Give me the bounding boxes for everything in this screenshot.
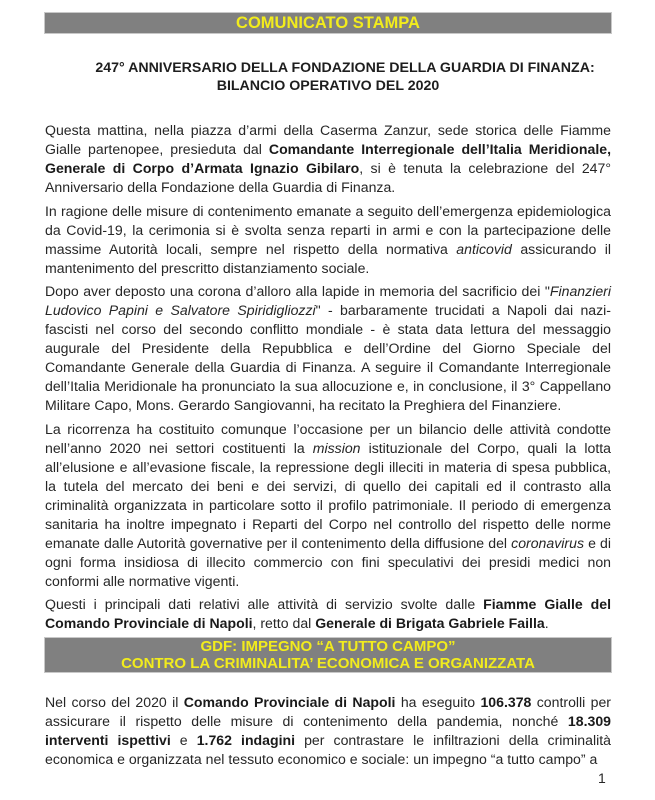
paragraph: [45, 202, 611, 278]
italic-text: anticovid: [456, 240, 512, 257]
text-run: Questi i principali dati relativi alle attività di servizio svolte dalle: [45, 596, 484, 612]
bold-text: 18.309 interventi ispettivi: [45, 713, 611, 748]
text-run: .: [544, 615, 549, 631]
text-run: assicurando il mantenimento del prescritto distanziamento sociale.: [45, 240, 611, 276]
paragraph: [45, 693, 611, 769]
paragraph: [45, 595, 611, 633]
bold-text: Comando Provinciale di Napoli: [183, 694, 396, 710]
bold-text: 106.378: [480, 694, 532, 710]
text-run: Questa mattina, nella piazza d’armi della Caserma Zanzur, sede storica delle Fiamme Gialle partenopee, presieduta dal: [45, 122, 611, 157]
text-run: Nel corso del 2020 il: [45, 694, 184, 710]
text-run: " - barbaramente trucidati a Napoli dai nazi-fascisti nel corso del secondo conflitto mondiale - è stata data lettura del messaggio augurale del Presidente della Repubblica e dell’Ordine del Giorno Speciale del Comandante Generale della Guardia di Finanza. A seguire il Comandante Interregionale dell’Italia Meridionale ha pronunciato la sua allocuzione e, in conclusione, il 3° Cappellano Militare Capo, Mons. Gerardo Sangiovanni, ha recitato la Preghiera del Finanziere.: [45, 302, 611, 413]
paragraph: [45, 420, 611, 591]
bold-text: 1.762 indagini: [196, 732, 296, 748]
text-run: ha eseguito: [395, 694, 481, 710]
section-heading-line-1: GDF: IMPEGNO “A TUTTO CAMPO”: [200, 638, 456, 655]
text-run: La ricorrenza ha costituito comunque l’occasione per un bilancio delle attività condotte nell’anno 2020 nei settori costituenti la: [45, 420, 611, 456]
text-run: , retto dal: [252, 615, 316, 631]
italic-text: Finanzieri Ludovico Papini e Salvatore Spiridigliozzi: [45, 283, 611, 318]
bold-text: Fiamme Gialle del Comando Provinciale di Napoli: [45, 596, 611, 631]
section-heading-line-2: CONTRO LA CRIMINALITA’ ECONOMICA E ORGANIZZATA: [121, 654, 535, 672]
text-run: istituzionale del Corpo, quali la lotta all’elusione e all’evasione fiscale, la repressione degli illeciti in materia di spesa pubblica, la tutela del mercato dei beni e dei servizi, di quello dei capitali ed il contrasto alla criminalità organizzata in particolare sotto il profilo patrimoniale. Il periodo di emergenza sanitaria ha inoltre impegnato i Reparti del Corpo nel controllo del rispetto delle norme emanate dalle Autorità governative per il contenimento della diffusione del: [45, 439, 611, 551]
body-section-2: [45, 693, 611, 774]
title-line-2: BILANCIO OPERATIVO DEL 2020: [216, 78, 440, 94]
text-run: e: [170, 732, 197, 748]
text-run: e di ogni forma insidiosa di illecito commercio con fini speculativi dei presidi medici non conformi alle normative vigenti.: [45, 534, 611, 589]
italic-text: coronavirus: [511, 534, 584, 551]
press-release-label: COMUNICATO STAMPA: [236, 14, 420, 32]
page-number: 1: [598, 770, 606, 786]
body-section-1: [45, 121, 611, 638]
paragraph: [45, 282, 611, 415]
section-heading-banner: [44, 637, 612, 673]
paragraph: [45, 121, 611, 197]
text-run: , si è tenuta la celebrazione del 247° Anniversario della Fondazione della Guardia di Finanza.: [45, 160, 611, 195]
text-run: Dopo aver deposto una corona d’alloro alla lapide in memoria del sacrificio dei ": [45, 283, 550, 299]
press-release-banner: [44, 12, 612, 34]
bold-text: Comandante Interregionale dell’Italia Meridionale, Generale di Corpo d’Armata Ignazio Gibilaro: [45, 141, 611, 176]
italic-text: mission: [312, 439, 361, 456]
document-title: [60, 59, 596, 95]
title-line-1: 247° ANNIVERSARIO DELLA FONDAZIONE DELLA GUARDIA DI FINANZA:: [95, 60, 595, 76]
text-run: In ragione delle misure di contenimento emanate a seguito dell’emergenza epidemiologica da Covid-19, la cerimonia si è svolta senza reparti in armi e con la partecipazione delle massime Autorità locali, sempre nel rispetto della normativa: [45, 202, 611, 257]
text-run: per contrastare le infiltrazioni della criminalità economica e organizzata nel tessuto economico e sociale: un impegno “a tutto campo” a: [45, 732, 611, 767]
bold-text: Generale di Brigata Gabriele Failla: [315, 615, 545, 631]
text-run: controlli per assicurare il rispetto delle misure di contenimento della pandemia, nonché: [45, 694, 612, 729]
